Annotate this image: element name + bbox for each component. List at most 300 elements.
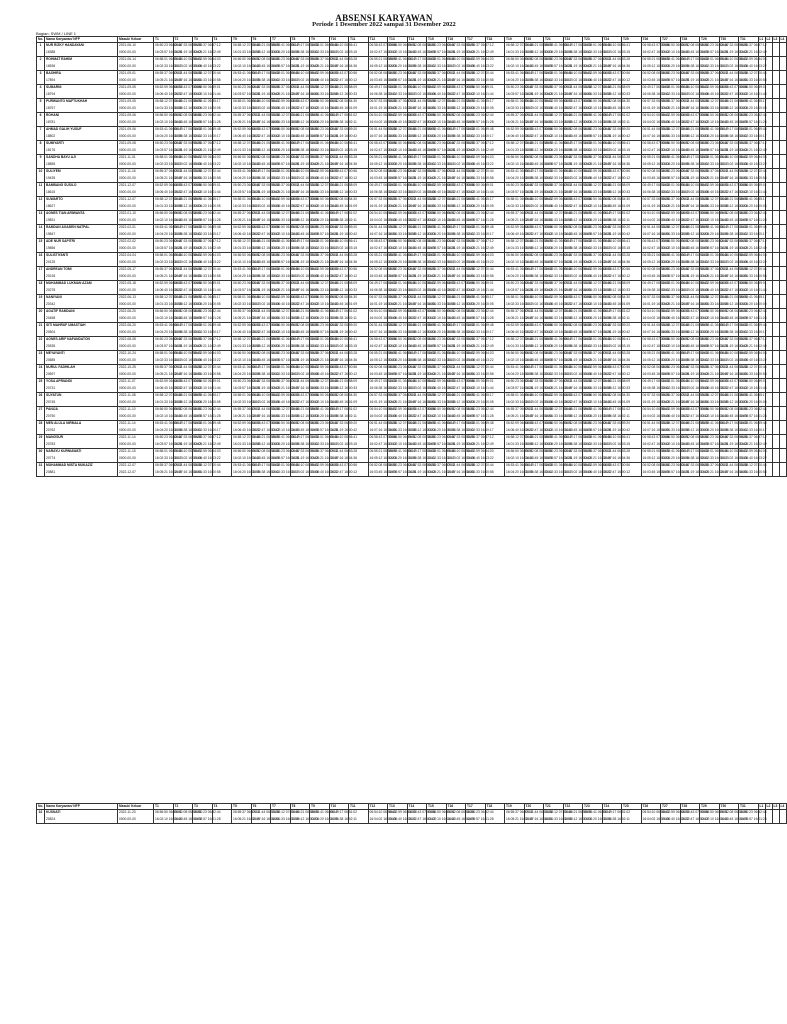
time-out: 16:04:02 16:03:15 [369, 817, 397, 822]
time-in: 06:54:10 06:56:41 [564, 463, 592, 467]
time-in: 06:58:43 07:00:56 [408, 113, 436, 117]
time-in: 06:52:08 06:54:30 [642, 463, 670, 467]
time-out: 16:02:33 16:00:17 [545, 274, 572, 279]
time-out: 16:04:20 16:00:05 [155, 134, 182, 139]
time-cell [388, 309, 416, 323]
time-out: 16:04:02 16:03:15 [174, 456, 202, 461]
time-out: 16:02:47 16:00:12 [252, 428, 280, 433]
time-cell [329, 407, 358, 421]
time-in: 06:52:59 06:54:03 [194, 155, 221, 159]
time-out: 16:03:57 16:01:28 [467, 120, 494, 125]
time-out: 16:04:02 16:03:15 [720, 260, 748, 265]
time-cell [544, 309, 572, 323]
time-in: 06:58:01 06:59:48 [584, 43, 611, 47]
time-in: 06:52:59 06:54:03 [467, 57, 494, 61]
time-in: 06:58:43 07:00:56 [408, 309, 436, 313]
leave-cell [772, 113, 779, 127]
time-in: 06:58:12 07:00:44 [506, 337, 533, 341]
time-in: 06:55:21 06:58:09 [642, 155, 670, 159]
time-out: 16:01:33 16:00:58 [662, 428, 689, 433]
time-out: 16:06:40 16:03:22 [272, 106, 299, 111]
time-out: 16:07:16 16:04:36 [252, 218, 280, 223]
time-in: 06:55:37 06:57:12 [311, 57, 338, 61]
time-in: 06:55:21 06:58:09 [174, 99, 202, 103]
time-cell [290, 43, 319, 57]
employee-cell [45, 309, 118, 323]
time-in: 06:57:33 06:59:20 [252, 85, 280, 89]
time-cell [680, 211, 709, 225]
time-out: 16:02:33 16:00:17 [740, 134, 767, 139]
time-out: 16:06:38 16:02:11 [408, 162, 435, 167]
time-in: 06:56:50 06:59:01 [428, 810, 455, 814]
time-cell [388, 295, 416, 309]
time-in: 06:58:01 06:59:48 [584, 239, 611, 243]
time-out: 16:04:20 16:00:05 [740, 302, 767, 307]
time-out: 16:02:47 16:00:12 [564, 400, 592, 405]
time-cell [680, 85, 709, 99]
time-in: 06:50:23 06:52:44 [428, 141, 455, 145]
time-in: 06:57:33 06:59:20 [369, 393, 397, 397]
time-out: 16:01:33 16:00:58 [545, 316, 572, 321]
employee-row [37, 141, 787, 155]
time-in: 06:56:50 06:59:01 [272, 323, 299, 327]
time-in: 06:51:44 06:53:28 [603, 449, 631, 453]
time-cell [368, 295, 397, 309]
date-in: 2022-06-13 [119, 295, 136, 299]
time-out: 16:05:12 16:00:33 [681, 134, 709, 139]
time-in: 06:55:21 06:58:09 [174, 295, 202, 299]
time-cell [154, 379, 182, 393]
time-cell [290, 810, 319, 824]
time-out: 16:07:16 16:04:36 [408, 106, 436, 111]
time-out: 16:01:19 16:00:42 [603, 232, 631, 237]
time-cell [602, 99, 631, 113]
time-cell [154, 225, 182, 239]
time-in: 06:58:12 07:00:44 [740, 267, 767, 271]
time-cell [251, 127, 280, 141]
time-out: 16:02:47 16:00:12 [369, 246, 397, 251]
time-in: 06:56:50 06:59:01 [389, 43, 416, 47]
time-cell [290, 435, 319, 449]
time-cell [193, 113, 221, 127]
time-out: 16:05:21 16:02:49 [155, 372, 182, 377]
time-out: 16:02:10 16:01:44 [506, 162, 533, 167]
time-in: 06:51:44 06:53:28 [174, 365, 202, 369]
time-out: 16:01:19 16:00:42 [330, 428, 358, 433]
time-in: 06:51:44 06:53:28 [369, 421, 397, 425]
time-in: 06:58:43 07:00:56 [330, 365, 358, 369]
time-out: 16:03:57 16:01:28 [428, 50, 455, 55]
time-in: 06:55:37 06:57:12 [584, 449, 611, 453]
time-in: 06:49:17 06:51:02 [681, 351, 709, 355]
time-out: 16:06:40 16:03:22 [467, 358, 494, 363]
time-cell [661, 463, 689, 477]
time-in: 06:51:44 06:53:28 [174, 169, 202, 173]
time-out: 16:04:20 16:00:05 [662, 456, 689, 461]
time-out: 16:06:38 16:02:11 [174, 134, 201, 139]
employee-row [37, 309, 787, 323]
time-out: 16:03:45 16:01:09 [603, 204, 631, 209]
time-cell [680, 421, 709, 435]
time-cell [427, 155, 455, 169]
time-out: 16:01:33 16:00:58 [584, 386, 611, 391]
time-in: 06:54:10 06:56:41 [369, 309, 397, 313]
time-in: 06:52:08 06:54:30 [447, 211, 475, 215]
date-out: 0000-00-00 [119, 344, 136, 349]
time-out: 16:06:40 16:03:22 [701, 190, 728, 195]
time-out: 16:04:02 16:03:15 [252, 106, 280, 111]
time-in: 06:55:21 06:58:09 [330, 379, 358, 383]
time-out: 16:07:16 16:04:36 [642, 232, 670, 237]
time-in: 06:55:37 06:57:12 [194, 239, 221, 243]
time-cell [739, 365, 767, 379]
time-cell [193, 365, 221, 379]
date-in: 2022-12-07 [119, 463, 136, 467]
time-cell [427, 337, 455, 351]
time-out: 16:01:19 16:00:42 [642, 400, 670, 405]
time-in: 06:55:37 06:57:12 [389, 393, 416, 397]
time-out: 16:04:20 16:00:05 [389, 162, 416, 167]
time-in: 06:57:33 06:59:20 [291, 253, 319, 257]
time-in: 06:55:21 06:58:09 [603, 281, 631, 285]
time-cell [388, 71, 416, 85]
employee-cell [45, 239, 118, 253]
time-in: 06:52:08 06:54:30 [408, 435, 436, 439]
row-number: 2 [37, 57, 45, 71]
employee-cell [45, 365, 118, 379]
time-in: 06:56:50 06:59:01 [428, 309, 455, 313]
column-header: T19 [505, 804, 525, 810]
column-header: T6 [251, 804, 271, 810]
time-out: 16:02:47 16:00:12 [408, 120, 436, 125]
time-out: 16:05:21 16:02:49 [194, 50, 221, 55]
time-cell [583, 155, 611, 169]
time-in: 06:52:08 06:54:30 [330, 99, 358, 103]
time-cell [310, 211, 338, 225]
time-cell [563, 323, 592, 337]
time-in: 06:55:37 06:57:12 [272, 379, 299, 383]
time-out: 16:01:19 16:00:42 [681, 274, 709, 279]
time-in: 06:58:01 06:59:48 [311, 239, 338, 243]
time-cell [368, 337, 397, 351]
time-in: 06:52:59 06:54:03 [311, 463, 338, 467]
time-in: 06:52:59 06:54:03 [233, 421, 260, 425]
time-cell [544, 379, 572, 393]
time-in: 06:58:43 07:00:56 [603, 71, 631, 75]
leave-cell [772, 379, 779, 393]
time-in: 06:49:17 06:51:02 [603, 309, 631, 313]
time-out: 16:02:33 16:00:17 [740, 330, 767, 335]
time-cell [388, 127, 416, 141]
time-out: 16:06:40 16:03:22 [467, 260, 494, 265]
time-cell [251, 281, 280, 295]
time-in: 06:52:59 06:54:03 [272, 99, 299, 103]
time-cell [232, 57, 260, 71]
time-out: 16:05:21 16:02:49 [740, 148, 767, 153]
time-out: 16:06:40 16:03:22 [545, 302, 572, 307]
date-out: 0000-00-00 [119, 92, 136, 97]
time-in: 06:54:10 06:56:41 [252, 393, 280, 397]
employee-cell [45, 141, 118, 155]
time-out: 16:02:10 16:01:44 [194, 288, 221, 293]
time-in: 06:50:23 06:52:44 [701, 43, 728, 47]
time-in: 06:54:10 06:56:41 [291, 463, 319, 467]
column-header: No. [38, 37, 44, 41]
time-out: 16:05:21 16:02:49 [701, 274, 728, 279]
time-cell [524, 43, 553, 57]
time-out: 16:02:10 16:01:44 [662, 148, 689, 153]
time-in: 06:52:08 06:54:30 [447, 407, 475, 411]
employee-row [37, 197, 787, 211]
time-out: 16:04:02 16:03:15 [603, 442, 631, 447]
time-in: 06:53:41 06:55:17 [428, 421, 455, 425]
time-in: 06:49:17 06:51:02 [642, 281, 670, 285]
time-cell [193, 449, 221, 463]
time-out: 16:06:40 16:03:22 [194, 260, 221, 265]
time-cell [407, 99, 436, 113]
time-in: 06:52:59 06:54:03 [545, 99, 572, 103]
leave-cell [779, 113, 786, 127]
time-out: 16:02:33 16:00:17 [389, 386, 416, 391]
time-out: 16:04:02 16:03:15 [642, 414, 670, 419]
time-in: 06:49:17 06:51:02 [603, 810, 631, 814]
time-cell [505, 295, 533, 309]
time-out: 16:01:19 16:00:42 [525, 288, 553, 293]
date-out: 0000-00-00 [119, 288, 136, 293]
time-in: 06:50:23 06:52:44 [701, 435, 728, 439]
time-cell [329, 239, 358, 253]
time-out: 16:04:02 16:03:15 [291, 78, 319, 83]
time-out: 16:07:16 16:04:36 [291, 190, 319, 195]
time-in: 06:55:21 06:58:09 [564, 113, 592, 117]
time-out: 16:02:10 16:01:44 [233, 456, 260, 461]
time-out: 16:06:40 16:03:22 [662, 120, 689, 125]
time-out: 16:04:02 16:03:15 [603, 344, 631, 349]
time-out: 16:07:16 16:04:36 [603, 358, 631, 363]
time-cell [329, 323, 358, 337]
time-in: 06:56:50 06:59:01 [311, 393, 338, 397]
time-out: 16:06:38 16:02:11 [408, 64, 435, 69]
time-out: 16:05:12 16:00:33 [525, 246, 553, 251]
time-in: 06:50:23 06:52:44 [584, 225, 611, 229]
time-out: 16:04:20 16:00:05 [194, 106, 221, 111]
row-number: 21 [37, 323, 45, 337]
time-cell [680, 281, 709, 295]
leave-cell [779, 169, 786, 183]
leave-cell [772, 57, 779, 71]
time-in: 06:52:08 06:54:30 [525, 253, 553, 257]
column-header: T1 [154, 804, 174, 810]
time-out: 16:04:02 16:03:15 [681, 92, 709, 97]
time-in: 06:58:01 06:59:48 [194, 225, 221, 229]
time-cell [310, 810, 338, 824]
time-in: 06:58:43 07:00:56 [291, 197, 319, 201]
time-out: 16:04:02 16:03:15 [447, 162, 475, 167]
time-in: 06:52:08 06:54:30 [330, 295, 358, 299]
time-out: 16:05:12 16:00:33 [564, 120, 592, 125]
time-out: 16:02:33 16:00:17 [428, 456, 455, 461]
time-out: 16:05:12 16:00:33 [408, 330, 436, 335]
date-in: 2022-05-18 [119, 281, 136, 285]
leave-cell [779, 435, 786, 449]
time-in: 06:52:59 06:54:03 [506, 421, 533, 425]
time-out: 16:05:21 16:02:49 [389, 106, 416, 111]
time-out: 16:03:57 16:01:28 [701, 246, 728, 251]
time-out: 16:02:10 16:01:44 [584, 400, 611, 405]
leave-cell [779, 43, 786, 57]
time-out: 16:03:57 16:01:28 [155, 148, 182, 153]
time-in: 06:51:44 06:53:28 [447, 365, 475, 369]
time-out: 16:02:47 16:00:12 [603, 470, 631, 475]
time-in: 06:53:41 06:55:17 [467, 197, 494, 201]
time-out: 16:06:40 16:03:22 [311, 78, 338, 83]
time-in: 06:58:43 07:00:56 [369, 43, 397, 47]
time-in: 06:51:44 06:53:28 [564, 85, 592, 89]
entry-exit-dates [118, 379, 154, 393]
time-cell [407, 71, 436, 85]
time-out: 16:03:57 16:01:28 [545, 64, 572, 69]
employee-row [37, 267, 787, 281]
date-out: 0000-00-00 [119, 274, 136, 279]
employee-nfp: 18781 [46, 120, 56, 125]
time-out: 16:06:38 16:02:11 [525, 372, 552, 377]
time-in: 06:56:50 06:59:01 [155, 407, 182, 411]
time-in: 06:53:41 06:55:17 [506, 169, 533, 173]
time-cell [563, 183, 592, 197]
time-in: 06:54:10 06:56:41 [681, 183, 709, 187]
time-in: 06:55:21 06:58:09 [720, 197, 748, 201]
entry-exit-dates [118, 267, 154, 281]
time-out: 16:01:33 16:00:58 [467, 176, 494, 181]
time-in: 06:49:17 06:51:02 [291, 239, 319, 243]
time-in: 06:58:01 06:59:48 [428, 449, 455, 453]
time-out: 16:02:47 16:00:12 [252, 232, 280, 237]
leave-cell [772, 281, 779, 295]
time-in: 06:58:43 07:00:56 [330, 169, 358, 173]
time-in: 06:56:50 06:59:01 [272, 421, 299, 425]
time-in: 06:52:59 06:54:03 [389, 407, 416, 411]
time-in: 06:53:41 06:55:17 [545, 239, 572, 243]
time-out: 16:05:12 16:00:33 [174, 106, 202, 111]
time-cell [388, 337, 416, 351]
time-out: 16:05:21 16:02:49 [701, 372, 728, 377]
time-cell [388, 379, 416, 393]
column-header: Masuk/ Keluar [118, 804, 154, 810]
time-in: 06:54:10 06:56:41 [330, 337, 358, 341]
leave-cell [779, 281, 786, 295]
time-out: 16:01:33 16:00:58 [662, 232, 689, 237]
time-cell [290, 407, 319, 421]
leave-cell [779, 421, 786, 435]
time-in: 06:54:10 06:56:41 [603, 43, 631, 47]
time-out: 16:01:33 16:00:58 [740, 176, 767, 181]
leave-cell [772, 43, 779, 57]
time-cell [524, 810, 553, 824]
time-cell [602, 183, 631, 197]
time-cell [719, 99, 748, 113]
time-cell [446, 365, 475, 379]
time-out: 16:02:10 16:01:44 [155, 817, 182, 822]
time-in: 06:53:41 06:55:17 [584, 113, 611, 117]
time-cell [290, 211, 319, 225]
time-out: 16:05:21 16:02:49 [740, 50, 767, 55]
column-header: T21 [544, 37, 564, 43]
time-out: 16:05:12 16:00:33 [252, 50, 280, 55]
time-cell [583, 43, 611, 57]
time-out: 16:05:12 16:00:33 [720, 400, 748, 405]
time-in: 06:52:59 06:54:03 [740, 57, 767, 61]
time-cell [173, 407, 202, 421]
time-in: 06:57:33 06:59:20 [174, 141, 202, 145]
entry-exit-dates [118, 810, 154, 824]
time-out: 16:04:20 16:00:05 [311, 817, 338, 822]
time-out: 16:04:02 16:03:15 [291, 470, 319, 475]
time-cell [661, 365, 689, 379]
time-cell [407, 127, 436, 141]
date-in: 2022-11-08 [119, 393, 136, 397]
time-in: 06:57:33 06:59:20 [525, 379, 553, 383]
time-in: 06:52:59 06:54:03 [155, 85, 182, 89]
time-out: 16:02:10 16:01:44 [233, 64, 260, 69]
time-cell [641, 393, 670, 407]
leave-cell [779, 57, 786, 71]
time-in: 06:58:43 07:00:56 [330, 267, 358, 271]
time-in: 06:49:17 06:51:02 [174, 323, 202, 327]
time-in: 06:58:12 07:00:44 [662, 225, 689, 229]
time-cell [310, 57, 338, 71]
time-cell [427, 435, 455, 449]
time-out: 16:03:57 16:01:28 [155, 344, 182, 349]
employee-cell [45, 253, 118, 267]
row-number: 10 [37, 169, 45, 183]
time-cell [739, 141, 767, 155]
time-cell [602, 351, 631, 365]
time-in: 06:49:17 06:51:02 [330, 407, 358, 411]
time-in: 06:58:12 07:00:44 [467, 267, 494, 271]
time-cell [505, 113, 533, 127]
row-number: 5 [37, 99, 45, 113]
time-cell [193, 267, 221, 281]
time-in: 06:57:33 06:59:20 [681, 365, 709, 369]
time-out: 16:02:33 16:00:17 [584, 442, 611, 447]
time-in: 06:52:59 06:54:03 [740, 449, 767, 453]
time-cell [388, 267, 416, 281]
time-cell [466, 197, 494, 211]
employee-row [37, 71, 787, 85]
time-cell [154, 323, 182, 337]
time-in: 06:51:44 06:53:28 [408, 295, 436, 299]
time-cell [310, 127, 338, 141]
time-cell [563, 365, 592, 379]
time-in: 06:49:17 06:51:02 [564, 337, 592, 341]
time-out: 16:04:02 16:03:15 [330, 344, 358, 349]
time-out: 16:06:38 16:02:11 [369, 386, 396, 391]
time-cell [154, 267, 182, 281]
time-out: 16:04:20 16:00:05 [428, 428, 455, 433]
time-cell [563, 463, 592, 477]
time-cell [329, 183, 358, 197]
time-out: 16:02:47 16:00:12 [681, 120, 709, 125]
column-header: T7 [271, 37, 291, 43]
time-cell [700, 449, 728, 463]
time-out: 16:03:57 16:01:28 [389, 78, 416, 83]
time-out: 16:06:38 16:02:11 [330, 120, 357, 125]
time-in: 06:55:21 06:58:09 [447, 295, 475, 299]
time-cell [251, 351, 280, 365]
time-in: 06:53:41 06:55:17 [272, 43, 299, 47]
time-out: 16:06:40 16:03:22 [584, 470, 611, 475]
time-in: 06:52:59 06:54:03 [467, 253, 494, 257]
